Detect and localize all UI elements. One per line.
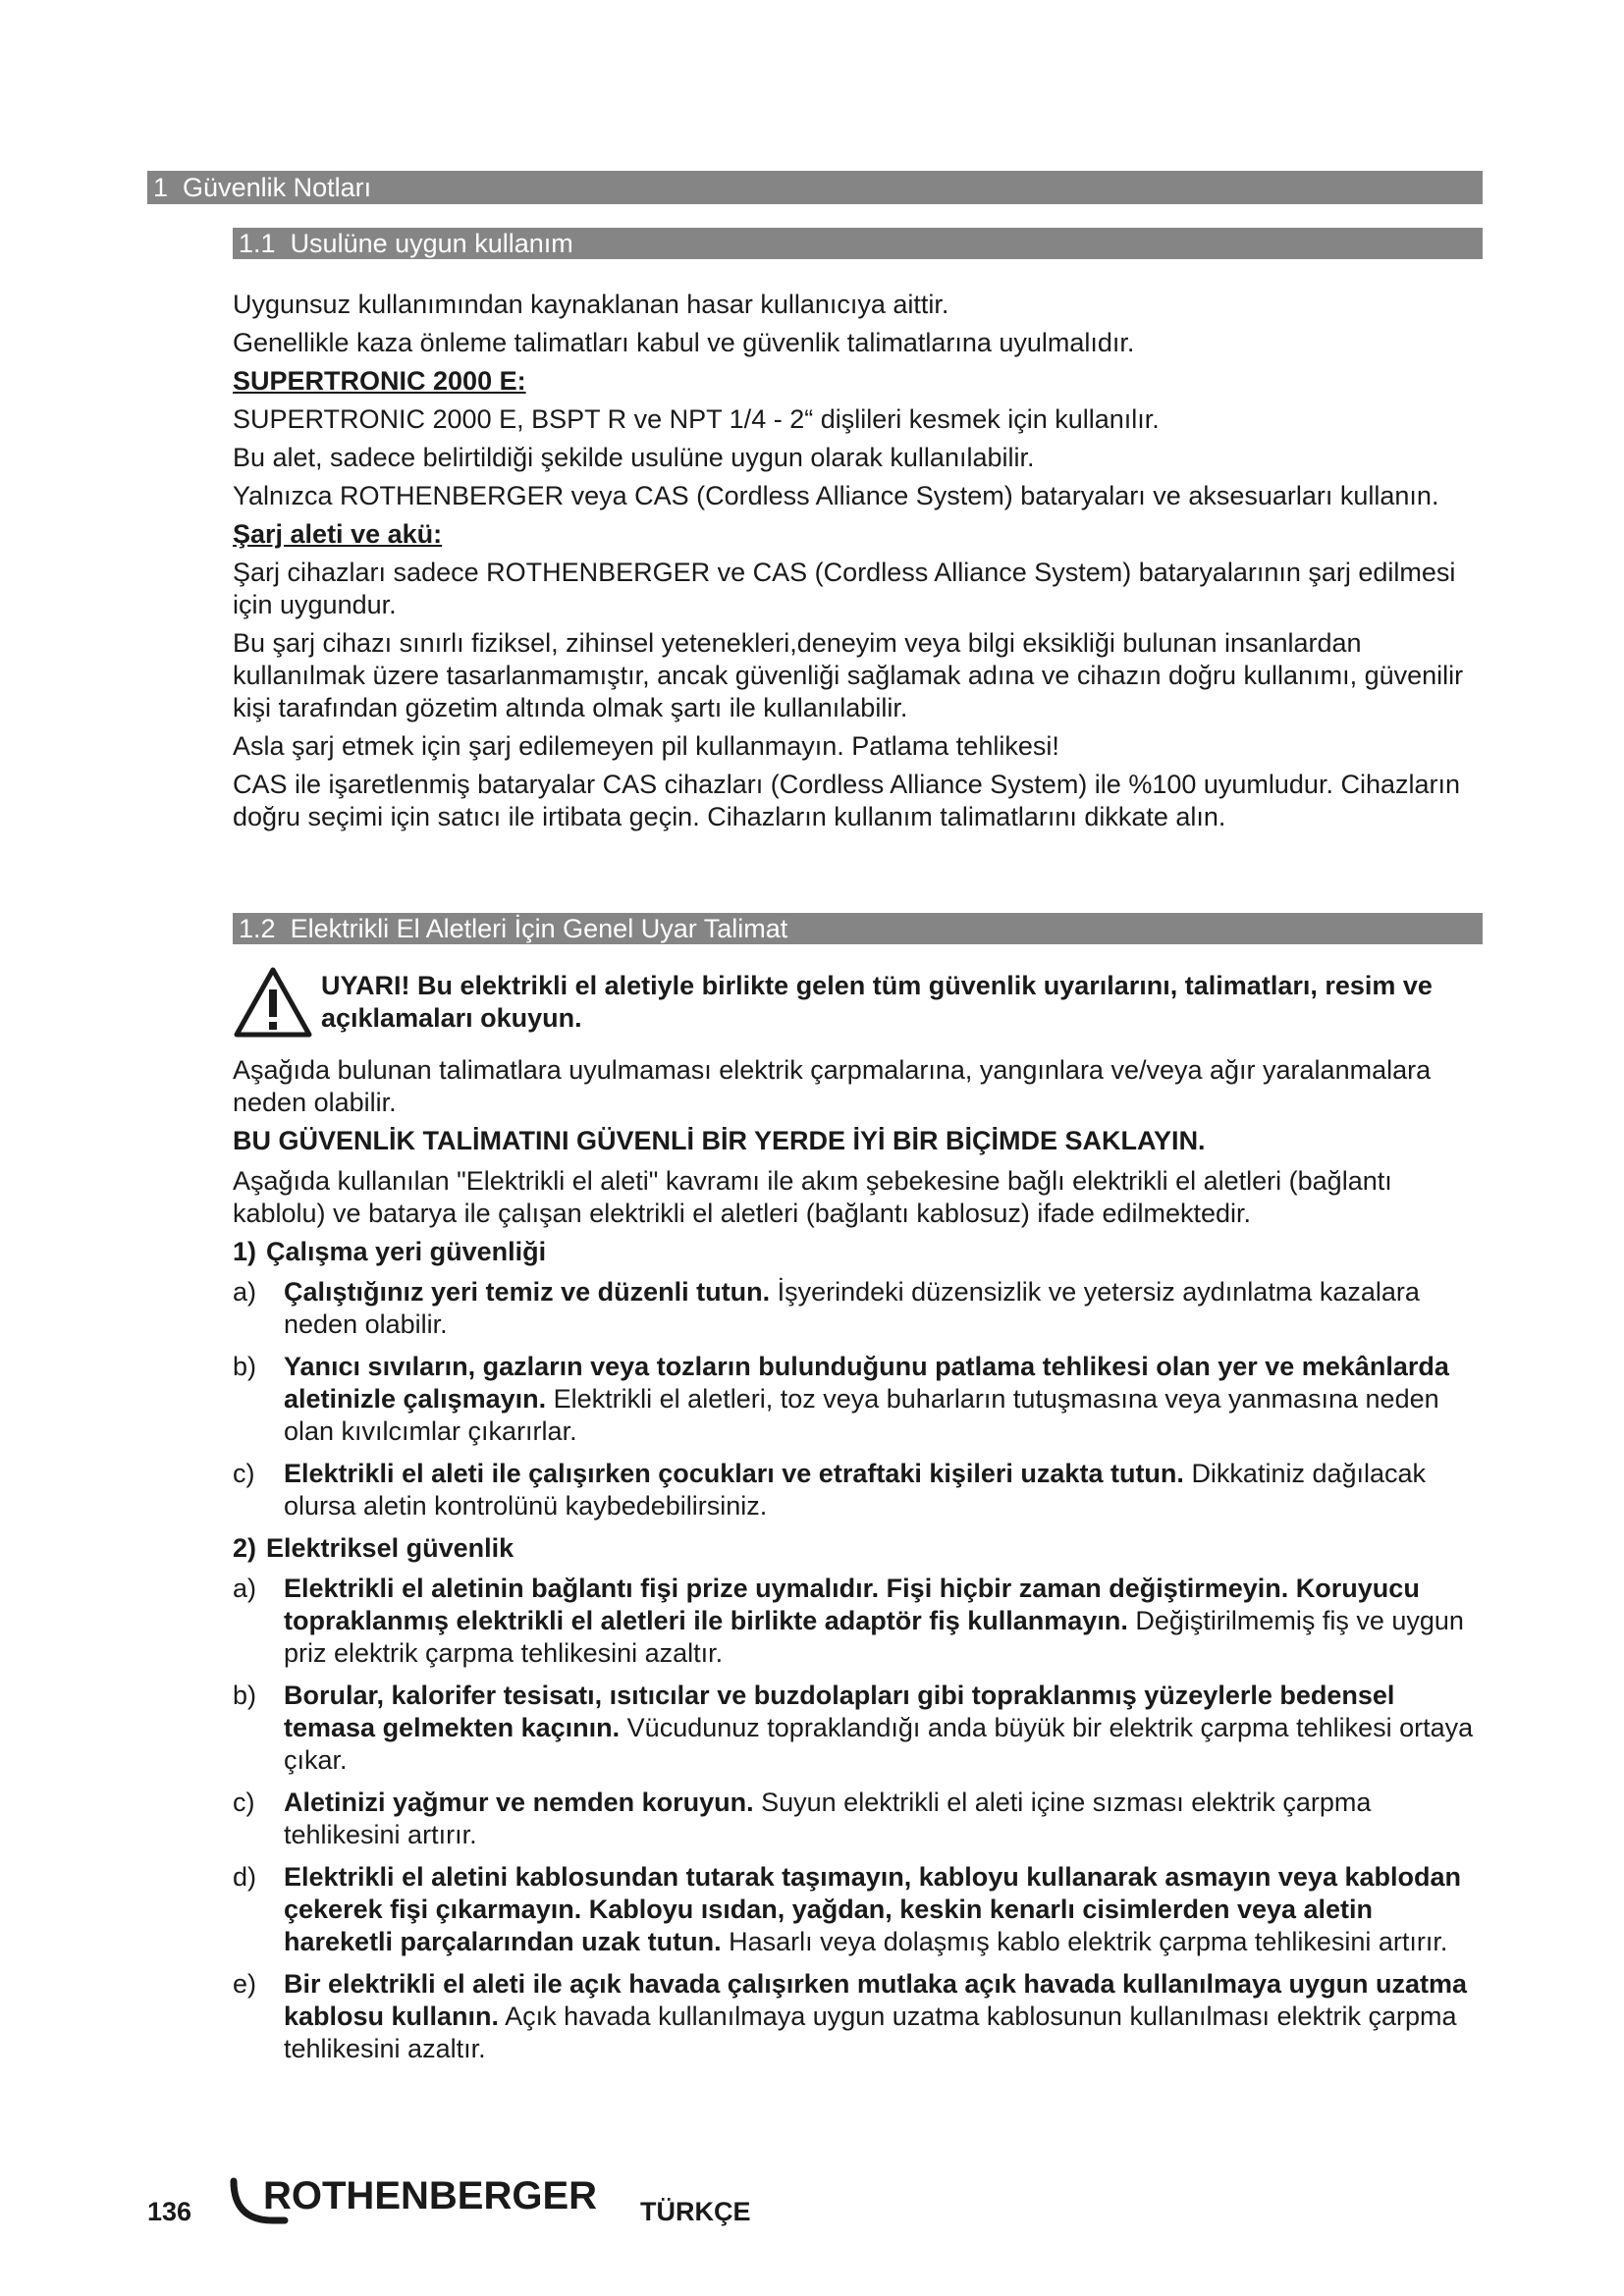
paragraph: Yalnızca ROTHENBERGER veya CAS (Cordless Alliance System) bataryaları ve aksesuarları kullanın. <box>233 481 1439 510</box>
work-area-number: 1) <box>233 1237 257 1266</box>
language-label: TÜRKÇE <box>640 2197 751 2226</box>
item-text: Dikkatiniz dağılacak olursa aletin kontrolünü kaybedebilirsiniz. <box>284 1459 1427 1521</box>
item-body <box>284 1680 1480 1777</box>
item-bold: Bir elektrikli el aleti ile açık havada çalışırken mutlaka açık havada kullanılmaya uygun uzatma kablosu kullanın. <box>284 1969 1468 2031</box>
work-area-heading <box>233 1236 1480 1268</box>
electrical-safety-title: Elektriksel güvenlik <box>266 1533 514 1563</box>
item-letter: c) <box>233 1459 255 1488</box>
section-1-2-number: 1.2 <box>239 914 276 943</box>
item-body <box>284 1968 1480 2065</box>
section-1-1-body <box>233 289 1480 839</box>
item-bold: Çalıştığınız yeri temiz ve düzenli tutun. <box>284 1277 771 1307</box>
section-1-heading <box>147 171 1483 204</box>
keep-instructions-notice: BU GÜVENLİK TALİMATINI GÜVENLİ BİR YERDE İYİ BİR BİÇİMDE SAKLAYIN. <box>233 1126 1206 1155</box>
list-item <box>233 1680 1480 1777</box>
item-letter: c) <box>233 1788 255 1817</box>
page-number: 136 <box>147 2197 192 2226</box>
item-letter: d) <box>233 1862 257 1892</box>
warning-block <box>233 966 1480 1046</box>
item-bold: Elektrikli el aletinin bağlantı fişi prize uymalıdır. Fişi hiçbir zaman değiştirmeyin. Koruyucu topraklanmış elektrikli el aletleri ile birlikte adaptör fiş kullanmayın. <box>284 1574 1420 1635</box>
section-1-2-body <box>233 966 1480 2075</box>
charger-subheading: Şarj aleti ve akü: <box>233 519 443 549</box>
list-item <box>233 1787 1480 1851</box>
paragraph: Genellikle kaza önleme talimatları kabul ve güvenlik talimatlarına uyulmalıdır. <box>233 328 1135 357</box>
paragraph: CAS ile işaretlenmiş bataryalar CAS cihazları (Cordless Alliance System) ile %100 uyumludur. Cihazların doğru seçimi için satıcı ile irtibata geçin. Cihazların kullanım talimatlarını dikkate alın. <box>233 770 1461 831</box>
list-item <box>233 1458 1480 1522</box>
item-text: Hasarlı veya dolaşmış kablo elektrik çarpma tehlikesini artırır. <box>729 1927 1448 1956</box>
section-1-number: 1 <box>153 173 169 202</box>
item-bold: Yanıcı sıvıların, gazların veya tozların bulunduğunu patlama tehlikesi olan yer ve mekânlarda aletinizle çalışmayın. <box>284 1352 1449 1414</box>
section-1-2-heading <box>233 913 1483 944</box>
paragraph: Bu alet, sadece belirtildiği şekilde usulüne uygun olarak kullanılabilir. <box>233 443 1035 472</box>
item-letter: e) <box>233 1969 257 1999</box>
section-1-2-title: Elektrikli El Aletleri İçin Genel Uyar Talimat <box>290 914 788 943</box>
item-text: Değiştirilmemiş fiş ve uygun priz elektrik çarpma tehlikesini azaltır. <box>284 1606 1464 1668</box>
item-body <box>284 1861 1480 1958</box>
list-item <box>233 1573 1480 1670</box>
paragraph: Bu şarj cihazı sınırlı fiziksel, zihinsel yetenekleri,deneyim veya bilgi eksikliği bulunan insanlardan kullanılmak üzere tasarlanmamıştır, ancak güvenliği sağlamak adına ve cihazın doğru kullanımı, güvenilir kişi tarafından gözetim altında olmak şartı ile kullanılabilir. <box>233 628 1464 722</box>
item-text: Açık havada kullanılmaya uygun uzatma kablosunun kullanılması elektrik çarpma tehlikesini azaltır. <box>284 2002 1457 2063</box>
item-body <box>284 1787 1480 1851</box>
item-bold: Aletinizi yağmur ve nemden koruyun. <box>284 1788 754 1817</box>
warning-text: UYARI! Bu elektrikli el aletiyle birlikte gelen tüm güvenlik uyarılarını, talimatları, resim ve açıklamaları okuyun. <box>321 971 1433 1033</box>
item-bold: Borular, kalorifer tesisatı, ısıtıcılar ve buzdolapları gibi topraklanmış yüzeylerle bedensel temasa gelmekten kaçının. <box>284 1681 1395 1742</box>
paragraph: Aşağıda kullanılan "Elektrikli el aleti" kavramı ile akım şebekesine bağlı elektrikli el aletleri (bağlantı kablolu) ve batarya ile çalışan elektrikli el aletleri (bağlantı kablosuz) ifade edilmektedir. <box>233 1166 1392 1228</box>
item-letter: b) <box>233 1681 257 1710</box>
section-1-1-number: 1.1 <box>239 229 276 258</box>
item-letter: a) <box>233 1277 257 1307</box>
paragraph: Aşağıda bulunan talimatlara uyulmaması elektrik çarpmalarına, yangınlara ve/veya ağır yaralanmalara neden olabilir. <box>233 1055 1432 1117</box>
supertronic-subheading: SUPERTRONIC 2000 E: <box>233 366 526 396</box>
item-letter: a) <box>233 1574 257 1603</box>
paragraph: Uygunsuz kullanımından kaynaklanan hasar kullanıcıya aittir. <box>233 290 949 319</box>
item-text: Vücudunuz topraklandığı anda büyük bir elektrik çarpma tehlikesi ortaya çıkar. <box>284 1713 1474 1775</box>
section-1-1-title: Usulüne uygun kullanım <box>290 229 573 258</box>
rothenberger-logo <box>228 2169 621 2238</box>
list-item <box>233 1968 1480 2065</box>
section-1-1-heading <box>233 228 1483 259</box>
item-body <box>284 1351 1480 1448</box>
logo-wordmark: ROTHENBERGER <box>263 2174 598 2217</box>
list-item <box>233 1861 1480 1958</box>
section-1-title: Güvenlik Notları <box>183 173 372 202</box>
item-bold: Elektrikli el aleti ile çalışırken çocukları ve etraftaki kişileri uzakta tutun. <box>284 1459 1184 1488</box>
item-letter: b) <box>233 1352 257 1381</box>
item-text: İşyerindeki düzensizlik ve yetersiz aydınlatma kazalara neden olabilir. <box>284 1277 1420 1339</box>
item-body <box>284 1573 1480 1670</box>
item-text: Suyun elektrikli el aleti içine sızması elektrik çarpma tehlikesini artırır. <box>284 1788 1372 1849</box>
item-body <box>284 1276 1480 1341</box>
item-bold: Elektrikli el aletini kablosundan tutarak taşımayın, kabloyu kullanarak asmayın veya kablodan çekerek fişi çıkarmayın. Kabloyu ısıdan, yağdan, keskin kenarlı cisimlerden veya aletin hareketli parçalarından uzak tutun. <box>284 1862 1461 1956</box>
warning-triangle-icon <box>233 966 321 1046</box>
electrical-safety-heading <box>233 1532 1480 1565</box>
item-body <box>284 1458 1480 1522</box>
paragraph: SUPERTRONIC 2000 E, BSPT R ve NPT 1/4 - 2“ dişlileri kesmek için kullanılır. <box>233 404 1160 434</box>
page-footer <box>0 2169 1624 2248</box>
list-item <box>233 1276 1480 1341</box>
electrical-safety-number: 2) <box>233 1533 257 1563</box>
work-area-title: Çalışma yeri güvenliği <box>266 1237 547 1266</box>
paragraph: Şarj cihazları sadece ROTHENBERGER ve CAS (Cordless Alliance System) bataryalarının şarj edilmesi için uygundur. <box>233 558 1456 619</box>
paragraph: Asla şarj etmek için şarj edilemeyen pil kullanmayın. Patlama tehlikesi! <box>233 731 1059 761</box>
list-item <box>233 1351 1480 1448</box>
item-text: Elektrikli el aletleri, toz veya buharların tutuşmasına veya yanmasına neden olan kıvılcımlar çıkarırlar. <box>284 1384 1439 1446</box>
